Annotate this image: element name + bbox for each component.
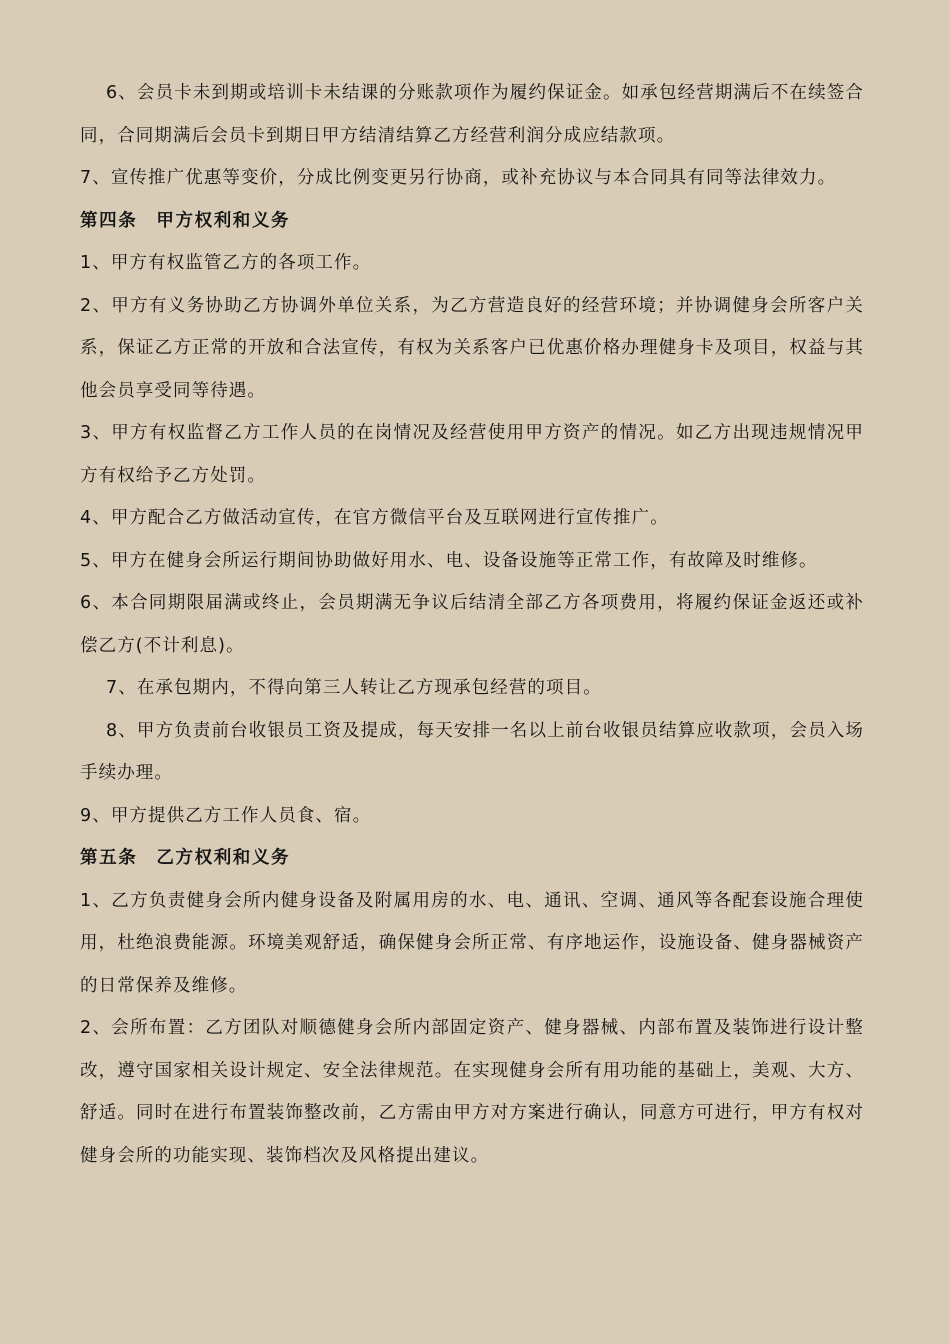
contract-document	[80, 72, 864, 1177]
paragraph-article4-item4: 4、甲方配合乙方做活动宣传，在官方微信平台及互联网进行宣传推广。	[80, 508, 669, 528]
paragraph-article4-item5: 5、甲方在健身会所运行期间协助做好用水、电、设备设施等正常工作，有故障及时维修。	[80, 550, 818, 571]
paragraph-article4-item2: 2、甲方有义务协助乙方协调外单位关系，为乙方营造良好的经营环境；并协调健身会所客户关系，保证乙方正常的开放和合法宣传，有权为关系客户已优惠价格办理健身卡及项目，权益与其他会员享受同等待遇。	[80, 295, 864, 401]
paragraph-article5-item1: 1、乙方负责健身会所内健身设备及附属用房的水、电、通讯、空调、通风等各配套设施合理使用，杜绝浪费能源。环境美观舒适，确保健身会所正常、有序地运作，设施设备、健身器械资产的日常保养及维修。	[80, 890, 864, 996]
paragraph-article4-item6: 6、本合同期限届满或终止，会员期满无争议后结清全部乙方各项费用，将履约保证金返还或补偿乙方(不计利息)。	[80, 593, 864, 656]
paragraph-article5-item2: 2、会所布置：乙方团队对顺德健身会所内部固定资产、健身器械、内部布置及装饰进行设计整改，遵守国家相关设计规定、安全法律规范。在实现健身会所有用功能的基础上，美观、大方、舒适。同时在进行布置装饰整改前，乙方需由甲方对方案进行确认，同意方可进行，甲方有权对健身会所的功能实现、装饰档次及风格提出建议。	[80, 1018, 864, 1166]
paragraph-article3-item6: 6、会员卡未到期或培训卡未结课的分账款项作为履约保证金。如承包经营期满后不在续签合同，合同期满后会员卡到期日甲方结清结算乙方经营利润分成应结款项。	[80, 83, 864, 146]
paragraph-article4-item3: 3、甲方有权监督乙方工作人员的在岗情况及经营使用甲方资产的情况。如乙方出现违规情况甲方有权给予乙方处罚。	[80, 423, 864, 486]
paragraph-article4-item7: 7、在承包期内，不得向第三人转让乙方现承包经营的项目。	[106, 678, 602, 698]
paragraph-article3-item7: 7、宣传推广优惠等变价，分成比例变更另行协商，或补充协议与本合同具有同等法律效力。	[80, 168, 837, 188]
paragraph-article4-item1: 1、甲方有权监管乙方的各项工作。	[80, 253, 372, 273]
paragraph-article4-item9: 9、甲方提供乙方工作人员食、宿。	[80, 805, 372, 826]
section-heading-article4: 第四条 甲方权利和义务	[80, 210, 291, 231]
section-heading-article5: 第五条 乙方权利和义务	[80, 848, 291, 868]
paragraph-article4-item8: 8、甲方负责前台收银员工资及提成，每天安排一名以上前台收银员结算应收款项，会员入场手续办理。	[80, 720, 864, 783]
